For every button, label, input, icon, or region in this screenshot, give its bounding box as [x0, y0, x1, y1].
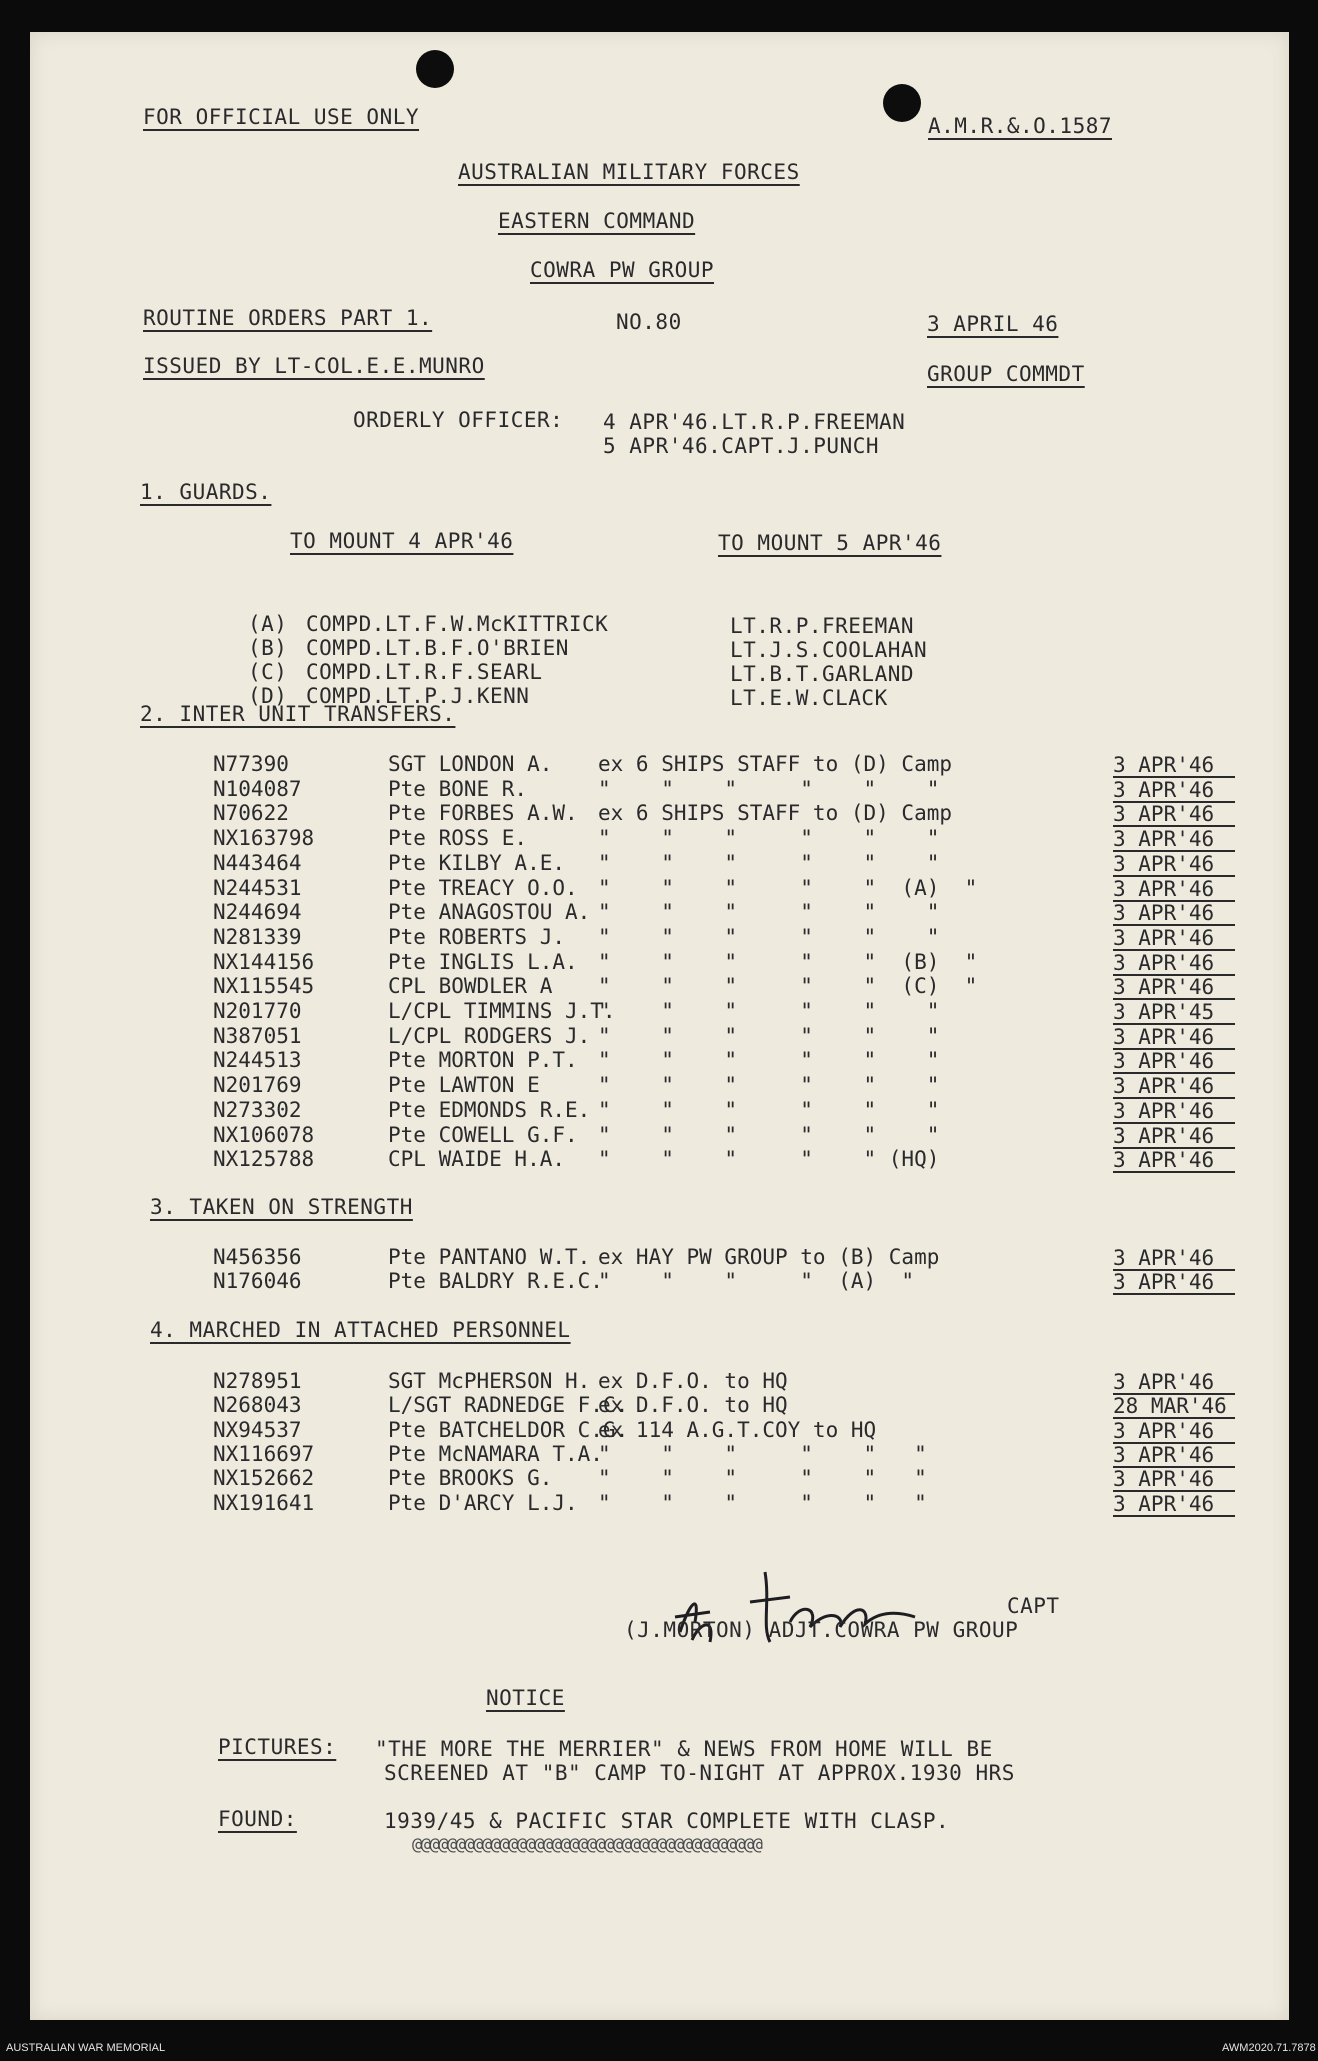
transfer-note: " " " " " "	[598, 924, 940, 949]
effective-date: 3 APR'46	[1113, 1026, 1235, 1050]
effective-date: 3 APR'46	[1113, 754, 1235, 778]
guard-first: COMPD.LT.P.J.KENN	[306, 684, 530, 708]
found-line-2: @@@@@@@@@@@@@@@@@@@@@@@@@@@@@@@@@@@@@@@@	[412, 1835, 762, 1855]
transfer-note: " " " " " (A) "	[598, 875, 978, 900]
effective-date: 28 MAR'46	[1113, 1395, 1235, 1419]
transfer-note: " " " " " "	[598, 1097, 940, 1122]
service-number: N201770	[213, 999, 302, 1023]
personnel-name: Pte ROBERTS J.	[388, 924, 566, 949]
orderly-officer-label: ORDERLY OFFICER:	[353, 408, 564, 432]
effective-date: 3 APR'46	[1113, 828, 1235, 852]
personnel-name: CPL BOWDLER A	[388, 974, 553, 999]
guard-label: (C)	[248, 660, 288, 684]
transfer-note: ex D.F.O. to HQ	[598, 1369, 788, 1393]
service-number: N244531	[213, 875, 302, 900]
reference-number: A.M.R.&.O.1587	[928, 114, 1113, 138]
transfer-note: " " " " " "	[598, 1023, 940, 1048]
effective-date: 3 APR'46	[1113, 1444, 1235, 1468]
orders-title: ROUTINE ORDERS PART 1.	[143, 306, 433, 330]
effective-date: 3 APR'46	[1113, 1493, 1235, 1517]
section-strength-heading: 3. TAKEN ON STRENGTH	[150, 1195, 413, 1219]
transfer-note: " " " " " "	[598, 826, 940, 851]
punch-hole-right	[883, 84, 921, 122]
transfer-note: " " " " " "	[598, 776, 940, 801]
transfer-note: " " " " " (C) "	[598, 974, 978, 999]
guard-second: LT.J.S.COOLAHAN	[730, 638, 928, 662]
personnel-name: Pte BALDRY R.E.C.	[388, 1269, 603, 1293]
guards-col1-heading: TO MOUNT 4 APR'46	[290, 529, 514, 553]
personnel-name: Pte BATCHELDOR C.G.	[388, 1417, 629, 1442]
personnel-name: Pte COWELL G.F.	[388, 1122, 578, 1147]
service-number: NX125788	[213, 1147, 315, 1172]
service-number: N244513	[213, 1048, 302, 1073]
transfer-note: " " " " " "	[598, 1441, 927, 1466]
service-number: N278951	[213, 1369, 302, 1393]
footer-credit: AUSTRALIAN WAR MEMORIAL	[6, 2042, 166, 2054]
transfer-note: ex D.F.O. to HQ	[598, 1393, 788, 1418]
service-number: NX115545	[213, 974, 315, 999]
effective-date: 3 APR'46	[1113, 1125, 1235, 1149]
issued-by: ISSUED BY LT-COL.E.E.MUNRO	[143, 354, 485, 378]
service-number: N387051	[213, 1023, 302, 1048]
personnel-name: Pte KILBY A.E.	[388, 850, 566, 875]
transfer-note: ex 6 SHIPS STAFF to (D) Camp	[598, 752, 953, 776]
personnel-name: Pte LAWTON E	[388, 1073, 540, 1098]
transfer-note: ex 114 A.G.T.COY to HQ	[598, 1417, 877, 1442]
footer-reference: AWM2020.71.7878	[1222, 2042, 1316, 2054]
service-number: NX106078	[213, 1122, 315, 1147]
transfer-note: " " " " " "	[598, 900, 940, 925]
signature-name: (J.MORTON) ADJT.COWRA PW GROUP	[624, 1618, 1019, 1642]
guard-second: LT.R.P.FREEMAN	[730, 614, 915, 638]
transfer-note: " " " " " "	[598, 1048, 940, 1073]
personnel-name: SGT McPHERSON H.	[388, 1369, 591, 1393]
service-number: N443464	[213, 850, 302, 875]
effective-date: 3 APR'46	[1113, 878, 1235, 902]
effective-date: 3 APR'46	[1113, 1149, 1235, 1173]
effective-date: 3 APR'46	[1113, 1100, 1235, 1124]
personnel-name: L/CPL RODGERS J.	[388, 1023, 591, 1048]
service-number: NX94537	[213, 1417, 302, 1442]
service-number: N70622	[213, 801, 289, 826]
transfer-note: " " " " " (B) "	[598, 949, 978, 974]
signature-rank: CAPT	[1007, 1594, 1060, 1618]
effective-date: 3 APR'46	[1113, 1247, 1235, 1271]
effective-date: 3 APR'46	[1113, 779, 1235, 803]
effective-date: 3 APR'46	[1113, 927, 1235, 951]
effective-date: 3 APR'46	[1113, 1371, 1235, 1395]
service-number: N176046	[213, 1269, 302, 1293]
service-number: N456356	[213, 1245, 302, 1269]
personnel-name: Pte BROOKS G.	[388, 1466, 553, 1491]
effective-date: 3 APR'46	[1113, 976, 1235, 1000]
effective-date: 3 APR'46	[1113, 902, 1235, 926]
transfer-note: " " " " (A) "	[598, 1269, 915, 1293]
guards-col2-heading: TO MOUNT 5 APR'46	[718, 531, 942, 555]
guard-second: LT.E.W.CLACK	[730, 686, 888, 710]
service-number: NX163798	[213, 826, 315, 851]
transfer-note: ex HAY PW GROUP to (B) Camp	[598, 1245, 940, 1269]
service-number: N104087	[213, 776, 302, 801]
personnel-name: Pte ANAGOSTOU A.	[388, 900, 591, 925]
pictures-label: PICTURES:	[218, 1735, 337, 1759]
personnel-name: Pte PANTANO W.T.	[388, 1245, 591, 1269]
service-number: NX152662	[213, 1466, 315, 1491]
pictures-line-2: SCREENED AT "B" CAMP TO-NIGHT AT APPROX.1930 HRS	[384, 1761, 1015, 1785]
effective-date: 3 APR'46	[1113, 1271, 1235, 1295]
transfer-note: ex 6 SHIPS STAFF to (D) Camp	[598, 801, 953, 826]
personnel-name: Pte FORBES A.W.	[388, 801, 578, 826]
effective-date: 3 APR'46	[1113, 1050, 1235, 1074]
effective-date: 3 APR'46	[1113, 952, 1235, 976]
service-number: NX144156	[213, 949, 315, 974]
transfer-note: " " " " " "	[598, 1466, 927, 1491]
effective-date: 3 APR'46	[1113, 803, 1235, 827]
orderly-officer-2: 5 APR'46.CAPT.J.PUNCH	[603, 434, 880, 458]
org-title: AUSTRALIAN MILITARY FORCES	[458, 160, 800, 184]
personnel-name: Pte ROSS E.	[388, 826, 528, 851]
guard-first: COMPD.LT.B.F.O'BRIEN	[306, 636, 569, 660]
personnel-name: Pte EDMONDS R.E.	[388, 1097, 591, 1122]
personnel-name: Pte TREACY O.O.	[388, 875, 578, 900]
guard-label: (A)	[248, 612, 288, 636]
pictures-line-1: "THE MORE THE MERRIER" & NEWS FROM HOME WILL BE	[375, 1737, 993, 1761]
notice-heading: NOTICE	[486, 1686, 565, 1710]
effective-date: 3 APR'46	[1113, 1420, 1235, 1444]
command-title: EASTERN COMMAND	[498, 209, 696, 233]
effective-date: 3 APR'45	[1113, 1001, 1235, 1025]
transfer-note: " " " " " "	[598, 1073, 940, 1098]
section-transfers-heading: 2. INTER UNIT TRANSFERS.	[140, 702, 456, 726]
service-number: NX191641	[213, 1490, 315, 1515]
transfer-note: " " " " " "	[598, 1490, 927, 1515]
personnel-name: Pte MORTON P.T.	[388, 1048, 578, 1073]
personnel-name: Pte BONE R.	[388, 776, 528, 801]
personnel-name: Pte McNAMARA T.A.	[388, 1441, 603, 1466]
transfer-note: " " " " " (HQ)	[598, 1147, 940, 1172]
guard-label: (B)	[248, 636, 288, 660]
group-title: COWRA PW GROUP	[530, 258, 715, 282]
transfer-note: " " " " " "	[598, 999, 940, 1023]
issuer-role: GROUP COMMDT	[927, 362, 1085, 386]
orders-date: 3 APRIL 46	[927, 312, 1059, 336]
service-number: N273302	[213, 1097, 302, 1122]
orders-number: NO.80	[616, 310, 682, 334]
service-number: N268043	[213, 1393, 302, 1418]
guard-first: COMPD.LT.R.F.SEARL	[306, 660, 543, 684]
service-number: N77390	[213, 752, 289, 776]
section-attached-heading: 4. MARCHED IN ATTACHED PERSONNEL	[150, 1318, 571, 1342]
transfer-note: " " " " " "	[598, 1122, 940, 1147]
orderly-officer-1: 4 APR'46.LT.R.P.FREEMAN	[603, 410, 906, 434]
transfer-note: " " " " " "	[598, 850, 940, 875]
effective-date: 3 APR'46	[1113, 1075, 1235, 1099]
personnel-name: SGT LONDON A.	[388, 752, 553, 776]
effective-date: 3 APR'46	[1113, 853, 1235, 877]
guard-first: COMPD.LT.F.W.McKITTRICK	[306, 612, 609, 636]
guard-label: (D)	[248, 684, 288, 708]
service-number: N201769	[213, 1073, 302, 1098]
punch-hole-left	[416, 50, 454, 88]
section-guards-heading: 1. GUARDS.	[140, 480, 272, 504]
personnel-name: Pte D'ARCY L.J.	[388, 1490, 578, 1515]
service-number: N244694	[213, 900, 302, 925]
found-line-1: 1939/45 & PACIFIC STAR COMPLETE WITH CLASP.	[384, 1809, 950, 1833]
service-number: NX116697	[213, 1441, 315, 1466]
personnel-name: CPL WAIDE H.A.	[388, 1147, 566, 1172]
classification-label: FOR OFFICIAL USE ONLY	[143, 105, 420, 129]
effective-date: 3 APR'46	[1113, 1468, 1235, 1492]
found-label: FOUND:	[218, 1807, 297, 1831]
document-page	[30, 32, 1289, 2020]
personnel-name: Pte INGLIS L.A.	[388, 949, 578, 974]
personnel-name: L/CPL TIMMINS J.T.	[388, 999, 616, 1023]
personnel-name: L/SGT RADNEDGE F.C.	[388, 1393, 629, 1418]
service-number: N281339	[213, 924, 302, 949]
guard-second: LT.B.T.GARLAND	[730, 662, 915, 686]
